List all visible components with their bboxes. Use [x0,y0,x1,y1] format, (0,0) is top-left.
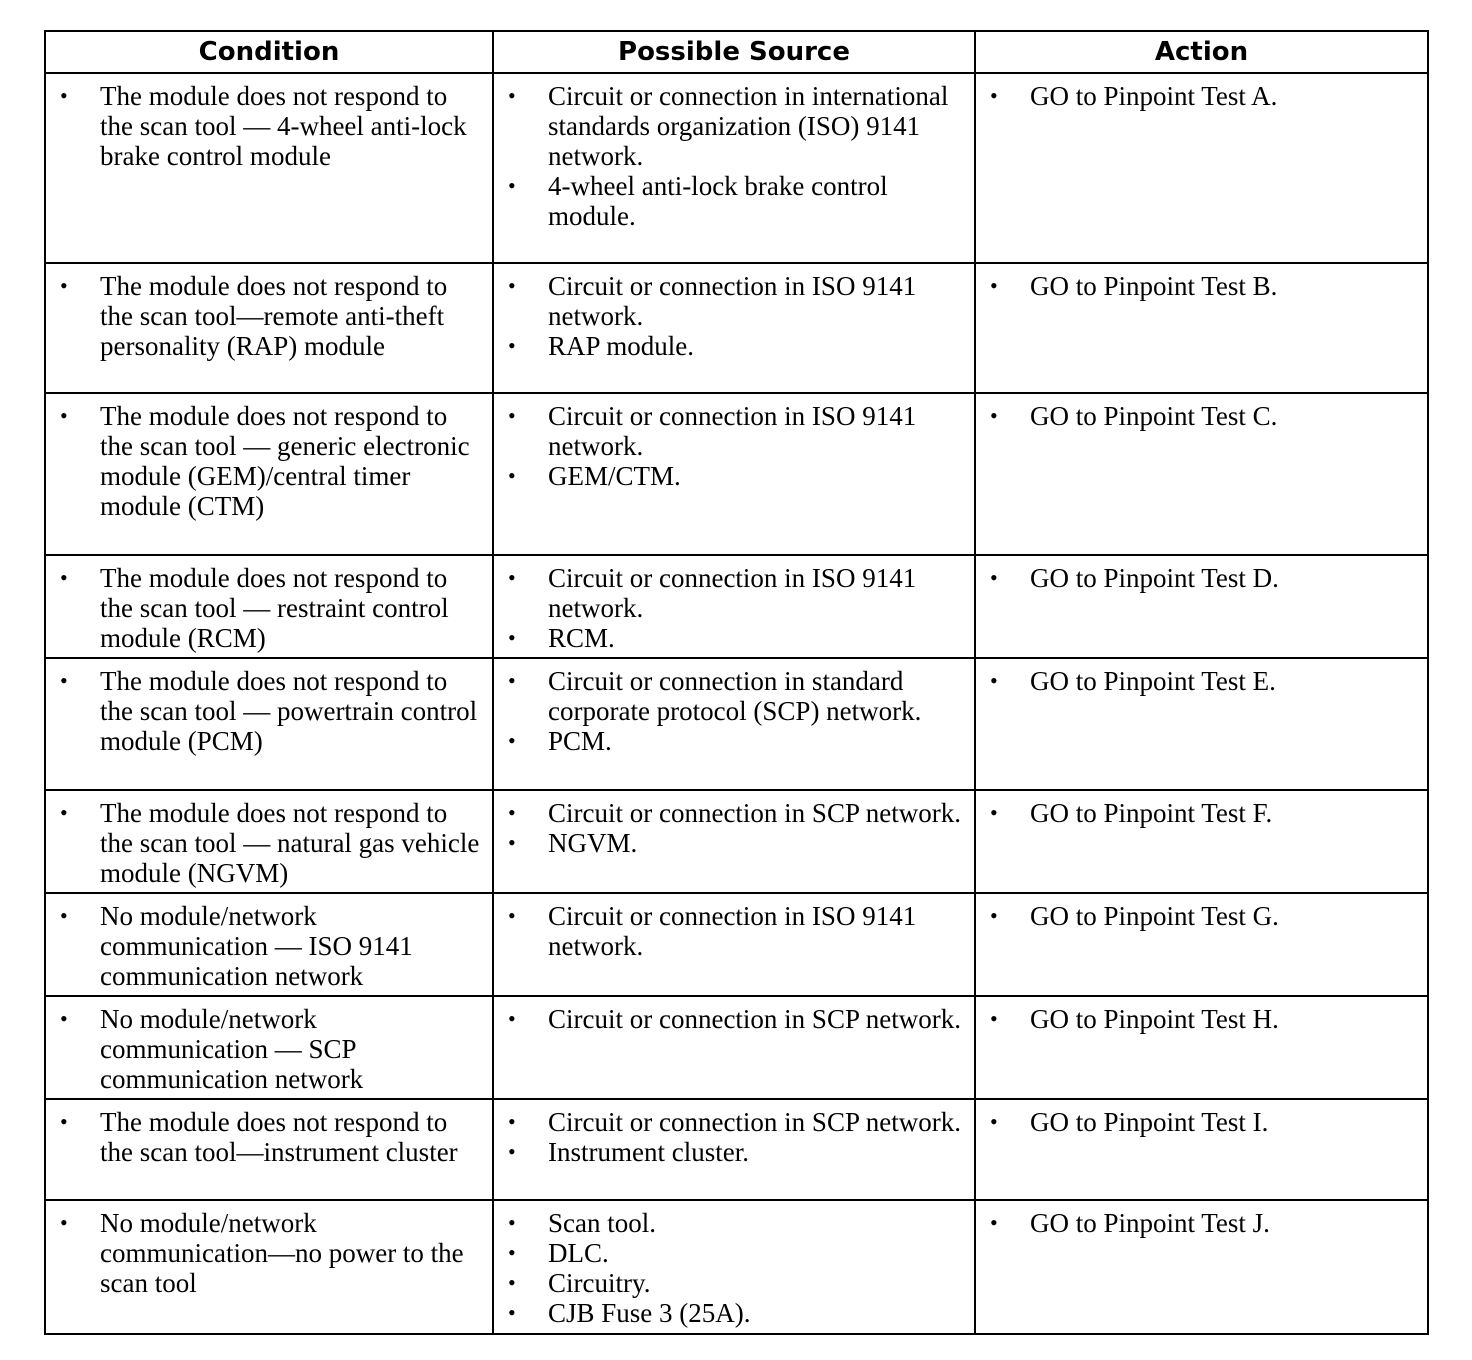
list-item-text: The module does not respond to the scan tool — powertrain control module (PCM) [100,666,478,756]
bullet-icon: • [60,903,68,928]
list-item-text: Circuit or connection in international standards organization (ISO) 9141 network. [548,81,949,171]
list-item-text: NGVM. [548,828,638,858]
list-item-text: 4-wheel anti-lock brake control module. [548,171,888,231]
list-item-text: GO to Pinpoint Test D. [1030,563,1279,593]
bullet-list [504,81,966,231]
condition-cell [45,555,493,658]
list-item-text: GO to Pinpoint Test H. [1030,1004,1279,1034]
list-item [504,563,966,623]
list-item [504,1004,966,1034]
list-item-text: Scan tool. [548,1208,656,1238]
list-item-text: Circuit or connection in ISO 9141 network. [548,271,917,331]
table-row [45,1099,1428,1200]
possible-source-cell [493,658,975,790]
bullet-list [56,81,484,171]
possible-source-cell [493,1200,975,1334]
bullet-icon: • [508,625,516,650]
list-item-text: Circuit or connection in SCP network. [548,1107,961,1137]
list-item [504,726,966,756]
bullet-icon: • [990,1006,998,1031]
list-item-text: The module does not respond to the scan tool — natural gas vehicle module (NGVM) [100,798,480,888]
action-cell [975,263,1428,393]
bullet-list [56,1004,484,1094]
bullet-icon: • [990,903,998,928]
list-item [56,901,484,991]
bullet-list [986,1208,1419,1238]
list-item [56,1107,484,1167]
bullet-icon: • [60,565,68,590]
table-row [45,893,1428,996]
bullet-icon: • [990,565,998,590]
list-item-text: GO to Pinpoint Test J. [1030,1208,1270,1238]
bullet-list [56,271,484,361]
bullet-icon: • [508,830,516,855]
bullet-list [56,798,484,888]
bullet-list [986,1004,1419,1034]
bullet-icon: • [60,1210,68,1235]
possible-source-cell [493,996,975,1099]
bullet-icon: • [60,668,68,693]
list-item [986,1004,1419,1034]
list-item-text: PCM. [548,726,612,756]
possible-source-cell [493,893,975,996]
list-item-text: Circuit or connection in SCP network. [548,798,961,828]
bullet-icon: • [60,800,68,825]
list-item [986,271,1419,301]
list-item [56,401,484,521]
list-item-text: GO to Pinpoint Test C. [1030,401,1278,431]
condition-cell [45,790,493,893]
list-item-text: Circuit or connection in ISO 9141 network. [548,563,917,623]
list-item-text: No module/network communication — ISO 9141 communication network [100,901,413,991]
list-item [504,798,966,828]
list-item-text: Circuit or connection in ISO 9141 network. [548,901,917,961]
table-row [45,996,1428,1099]
list-item-text: GO to Pinpoint Test F. [1030,798,1273,828]
bullet-icon: • [60,1109,68,1134]
bullet-list [986,666,1419,696]
condition-cell [45,393,493,555]
list-item [504,623,966,653]
bullet-list [986,563,1419,593]
bullet-icon: • [60,403,68,428]
bullet-icon: • [508,1270,516,1295]
list-item [504,1107,966,1137]
list-item-text: GO to Pinpoint Test I. [1030,1107,1269,1137]
action-cell [975,790,1428,893]
list-item [504,171,966,231]
action-cell [975,73,1428,263]
list-item-text: GO to Pinpoint Test A. [1030,81,1278,111]
bullet-list [56,901,484,991]
header-possible-source: Possible Source [493,31,975,73]
list-item [56,1004,484,1094]
list-item-text: DLC. [548,1238,609,1268]
bullet-list [504,563,966,653]
bullet-icon: • [508,83,516,108]
table-row [45,658,1428,790]
action-cell [975,393,1428,555]
list-item-text: Circuitry. [548,1268,651,1298]
list-item [986,401,1419,431]
list-item-text: The module does not respond to the scan tool—remote anti-theft personality (RAP) module [100,271,448,361]
list-item-text: The module does not respond to the scan tool — restraint control module (RCM) [100,563,449,653]
list-item [56,81,484,171]
bullet-icon: • [990,1210,998,1235]
header-row [45,31,1428,73]
list-item [56,271,484,361]
list-item [504,271,966,331]
bullet-icon: • [508,728,516,753]
possible-source-cell [493,263,975,393]
bullet-icon: • [60,273,68,298]
bullet-icon: • [508,333,516,358]
bullet-list [56,1107,484,1167]
bullet-list [986,401,1419,431]
bullet-list [56,666,484,756]
bullet-icon: • [508,668,516,693]
bullet-icon: • [508,1109,516,1134]
condition-cell [45,73,493,263]
bullet-icon: • [508,1210,516,1235]
list-item-text: No module/network communication — SCP communication network [100,1004,364,1094]
possible-source-cell [493,555,975,658]
list-item [56,563,484,653]
list-item-text: GEM/CTM. [548,461,681,491]
list-item [504,81,966,171]
bullet-icon: • [60,1006,68,1031]
list-item-text: CJB Fuse 3 (25A). [548,1298,751,1328]
action-cell [975,1099,1428,1200]
list-item-text: GO to Pinpoint Test G. [1030,901,1279,931]
condition-cell [45,1099,493,1200]
possible-source-cell [493,393,975,555]
condition-cell [45,1200,493,1334]
bullet-icon: • [508,565,516,590]
possible-source-cell [493,1099,975,1200]
list-item [504,1268,966,1298]
list-item [504,1208,966,1238]
list-item [504,1238,966,1268]
bullet-icon: • [990,403,998,428]
list-item [504,901,966,961]
bullet-icon: • [990,800,998,825]
list-item [504,461,966,491]
list-item-text: Instrument cluster. [548,1137,749,1167]
bullet-list [986,1107,1419,1137]
table-row [45,790,1428,893]
bullet-icon: • [990,668,998,693]
bullet-list [504,1107,966,1167]
list-item-text: Circuit or connection in standard corporate protocol (SCP) network. [548,666,922,726]
list-item [56,798,484,888]
list-item-text: GO to Pinpoint Test E. [1030,666,1276,696]
action-cell [975,555,1428,658]
list-item [986,666,1419,696]
list-item-text: Circuit or connection in ISO 9141 network. [548,401,917,461]
action-cell [975,1200,1428,1334]
table-row [45,555,1428,658]
bullet-list [504,1208,966,1328]
action-cell [975,893,1428,996]
bullet-list [504,271,966,361]
list-item-text: RCM. [548,623,615,653]
list-item [56,666,484,756]
list-item [986,563,1419,593]
list-item [986,1107,1419,1137]
list-item-text: GO to Pinpoint Test B. [1030,271,1278,301]
bullet-icon: • [990,83,998,108]
condition-cell [45,263,493,393]
list-item-text: The module does not respond to the scan tool — generic electronic module (GEM)/central timer module (CTM) [100,401,470,521]
list-item-text: The module does not respond to the scan tool—instrument cluster [100,1107,458,1167]
bullet-list [56,1208,484,1298]
list-item [504,1298,966,1328]
possible-source-cell [493,73,975,263]
bullet-list [504,901,966,961]
bullet-icon: • [508,463,516,488]
list-item [504,331,966,361]
list-item [986,901,1419,931]
condition-cell [45,658,493,790]
bullet-list [504,401,966,491]
list-item [504,666,966,726]
table-row [45,73,1428,263]
list-item-text: Circuit or connection in SCP network. [548,1004,961,1034]
list-item [986,798,1419,828]
list-item-text: RAP module. [548,331,695,361]
action-cell [975,996,1428,1099]
bullet-list [56,401,484,521]
bullet-icon: • [60,83,68,108]
bullet-icon: • [508,800,516,825]
table-row [45,1200,1428,1334]
bullet-icon: • [508,1300,516,1325]
bullet-list [986,901,1419,931]
bullet-icon: • [990,1109,998,1134]
bullet-list [986,798,1419,828]
bullet-list [504,798,966,858]
header-action: Action [975,31,1428,73]
bullet-list [56,563,484,653]
bullet-icon: • [508,173,516,198]
list-item [56,1208,484,1298]
action-cell [975,658,1428,790]
bullet-icon: • [508,1139,516,1164]
diagnostic-table [44,30,1429,1335]
bullet-icon: • [508,273,516,298]
bullet-icon: • [990,273,998,298]
header-condition: Condition [45,31,493,73]
bullet-list [504,1004,966,1034]
possible-source-cell [493,790,975,893]
bullet-icon: • [508,903,516,928]
list-item [504,1137,966,1167]
condition-cell [45,996,493,1099]
condition-cell [45,893,493,996]
table-body [45,73,1428,1334]
bullet-icon: • [508,1240,516,1265]
bullet-icon: • [508,403,516,428]
table-row [45,393,1428,555]
list-item [504,401,966,461]
bullet-list [504,666,966,756]
table-row [45,263,1428,393]
list-item-text: The module does not respond to the scan tool — 4-wheel anti-lock brake control module [100,81,467,171]
bullet-list [986,271,1419,301]
bullet-list [986,81,1419,111]
list-item [986,1208,1419,1238]
bullet-icon: • [508,1006,516,1031]
list-item-text: No module/network communication—no power to the scan tool [100,1208,464,1298]
list-item [504,828,966,858]
list-item [986,81,1419,111]
